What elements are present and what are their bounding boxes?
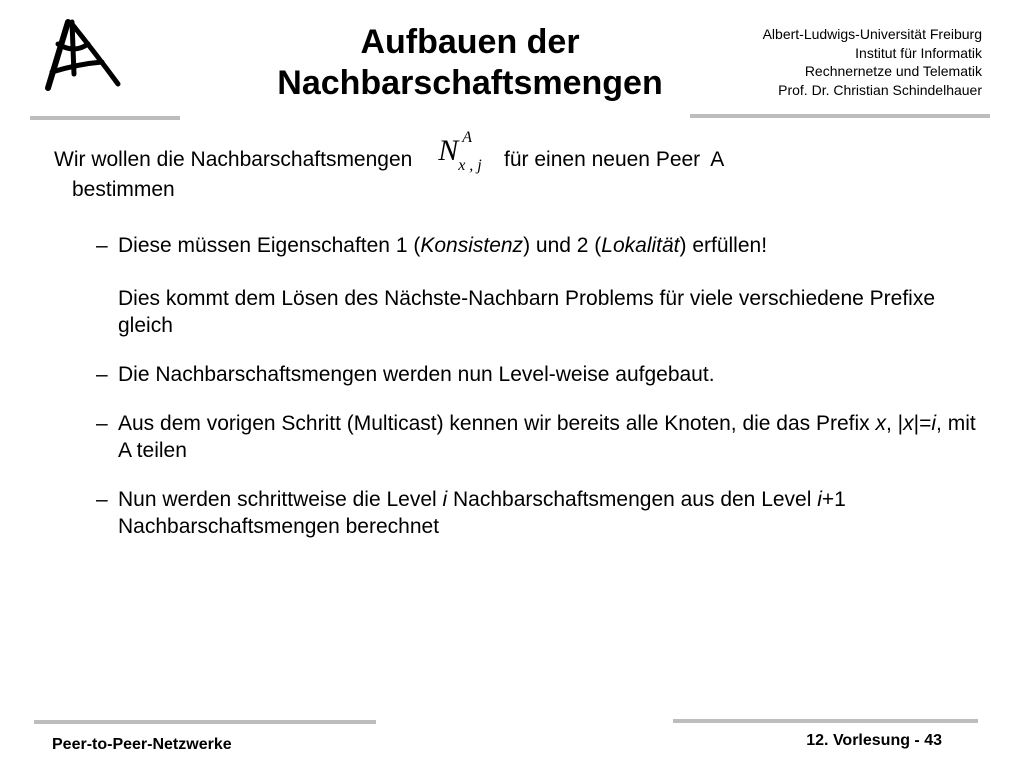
bullet-text: ) und 2 ( xyxy=(523,234,602,257)
institution-line: Institut für Informatik xyxy=(855,44,982,61)
bullet-text: Diese müssen Eigenschaften 1 ( xyxy=(118,234,421,257)
footer-divider-right xyxy=(673,719,978,723)
course-name: Peer-to-Peer-Netzwerke xyxy=(52,736,232,753)
bullet-dash: – xyxy=(96,234,108,257)
bullet-text: ) erfüllen! xyxy=(679,234,768,257)
bullet-emphasis: x xyxy=(903,412,914,435)
bullet-item xyxy=(96,486,976,540)
university-logo xyxy=(38,14,128,94)
slide-number: 12. Vorlesung - 43 xyxy=(806,732,942,749)
institution-block xyxy=(682,25,982,99)
footer-divider-left xyxy=(34,720,376,724)
bullet-text: Nachbarschaftsmengen aus den Level xyxy=(447,488,818,511)
bullet-dash: – xyxy=(96,412,108,435)
bullet-emphasis: Konsistenz xyxy=(420,234,524,257)
bullet-emphasis: i xyxy=(442,488,448,511)
page-title xyxy=(210,22,730,104)
formula-superscript: A xyxy=(462,129,472,146)
bullet-text: |= xyxy=(913,412,932,435)
formula-subscript: x , j xyxy=(458,157,482,174)
header-divider-left xyxy=(30,116,180,120)
bullet-text: Aus dem vorigen Schritt (Multicast) kennen wir bereits alle Knoten, die das Prefix xyxy=(118,412,876,435)
bullet-emphasis: x xyxy=(875,412,887,435)
bullet-emphasis: Lokalität xyxy=(601,234,680,257)
neighborhood-set-formula xyxy=(418,129,498,176)
bullet-dash: – xyxy=(96,363,108,386)
bullet-text: , | xyxy=(886,412,904,435)
bullet-text: Die Nachbarschaftsmengen werden nun Level-weise aufgebaut. xyxy=(118,363,715,386)
intro-text: Wir wollen die Nachbarschaftsmengen xyxy=(54,148,413,171)
title-line-1: Aufbauen der xyxy=(360,23,580,61)
bullet-item xyxy=(96,361,976,388)
bullet-emphasis: i xyxy=(931,412,937,435)
bullet-list xyxy=(96,232,976,562)
title-line-2: Nachbarschaftsmengen xyxy=(277,64,663,102)
bullet-emphasis: i xyxy=(817,488,822,511)
bullet-note: Dies kommt dem Lösen des Nächste-Nachbarn Problems für viele verschiedene Prefixe gleich xyxy=(118,287,936,337)
institution-line: Albert-Ludwigs-Universität Freiburg xyxy=(762,26,982,42)
intro-continuation: bestimmen xyxy=(72,178,175,201)
bullet-text: , mit A teilen xyxy=(118,412,976,462)
peer-label: A xyxy=(710,148,725,171)
intro-text-after: für einen neuen Peer xyxy=(504,148,701,171)
bullet-text: +1 Nachbarschaftsmengen berechnet xyxy=(118,488,846,538)
header-divider-right xyxy=(690,114,990,118)
institution-line: Prof. Dr. Christian Schindelhauer xyxy=(778,81,982,98)
intro-paragraph xyxy=(54,129,954,204)
bullet-text: Nun werden schrittweise die Level xyxy=(118,488,443,511)
logo-a-icon xyxy=(38,14,128,94)
formula-base: N xyxy=(438,134,459,167)
institution-line: Rechnernetze und Telematik xyxy=(804,63,982,79)
bullet-item xyxy=(96,232,976,339)
bullet-item xyxy=(96,410,976,464)
bullet-dash: – xyxy=(96,488,108,511)
